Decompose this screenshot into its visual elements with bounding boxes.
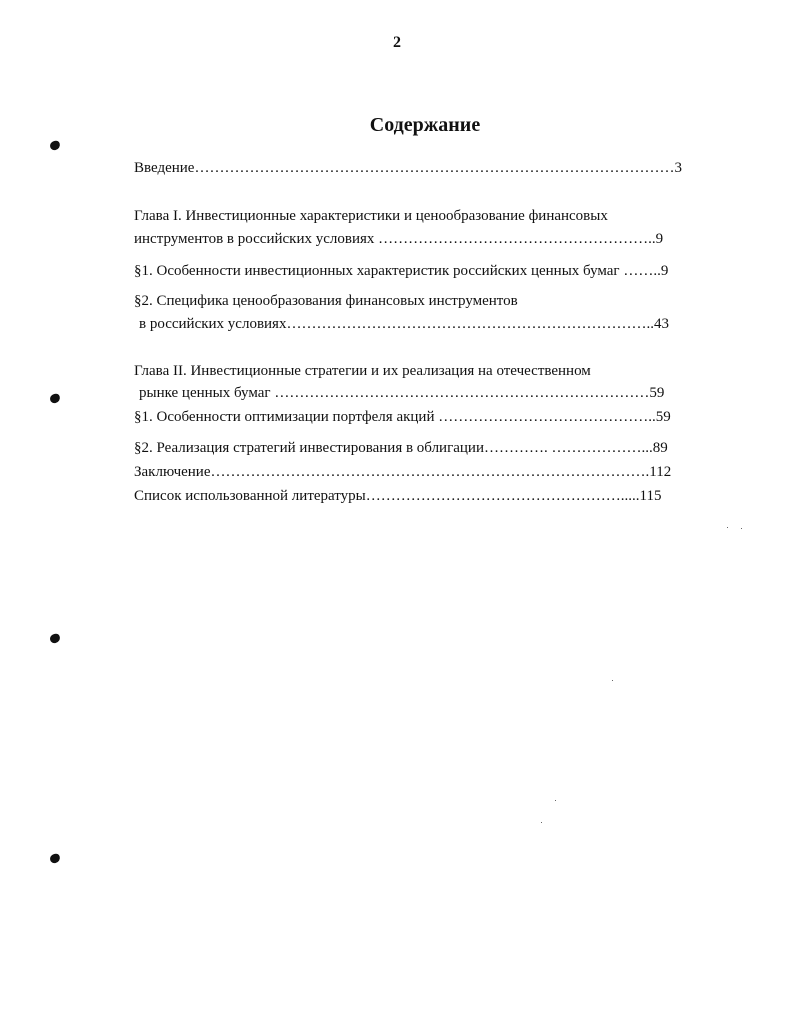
toc-leader-dots: ……..	[623, 263, 661, 279]
toc-page-number: 89	[652, 440, 668, 456]
toc-entry-chapter-1	[134, 230, 714, 248]
toc-chapter-1-section-2-heading: §2. Специфика ценообразования финансовых инструментов	[134, 293, 518, 309]
toc-entry-text: Введение	[134, 160, 195, 176]
toc-leader-dots: ……………………………………………..	[365, 488, 629, 504]
toc-entry-text: Список использованной литературы	[134, 488, 366, 504]
toc-entry-chapter-1-section-2	[134, 315, 719, 333]
toc-leader-dots: ……………………………………..	[438, 409, 656, 425]
page-number: 2	[393, 34, 401, 51]
toc-leader-dots: …………. ………………...	[483, 440, 653, 456]
toc-page-number: 59	[649, 385, 665, 401]
toc-entry-chapter-2-section-1	[134, 408, 714, 426]
punch-hole-mark	[49, 393, 61, 404]
toc-leader-dots: ………………………………………………………………..	[286, 316, 654, 332]
scan-speck	[555, 800, 556, 801]
page-title: Содержание	[369, 114, 481, 136]
scan-speck	[741, 528, 742, 529]
toc-page-number: 43	[653, 316, 669, 332]
scan-speck	[541, 822, 542, 823]
toc-entry-text: в российских условиях	[139, 316, 287, 332]
toc-chapter-1-heading: Глава I. Инвестиционные характеристики и ценообразование финансовых	[134, 208, 608, 224]
toc-entry-chapter-2	[134, 384, 719, 402]
toc-chapter-2-heading: Глава II. Инвестиционные стратегии и их реализация на отечественном	[134, 363, 591, 379]
toc-leader-dots: ………………………………………………..	[378, 231, 656, 247]
toc-entry-text: рынке ценных бумаг	[139, 385, 275, 401]
toc-entry-references	[134, 487, 714, 505]
toc-leader-dots: ……………………………………………………………………………………	[194, 160, 675, 176]
toc-entry-intro	[134, 159, 714, 177]
toc-entry-text: инструментов в российских условиях	[134, 231, 379, 247]
toc-page-number: 112	[649, 464, 672, 480]
scan-speck	[727, 527, 728, 528]
toc-page-number: 3	[674, 160, 682, 176]
toc-entry-chapter-2-section-2	[134, 439, 714, 457]
toc-leader-dots: …………………………………………………………………	[274, 385, 650, 401]
toc-entry-text: §1. Особенности оптимизации портфеля акций	[134, 409, 439, 425]
toc-entry-text: Заключение	[134, 464, 211, 480]
toc-page-number: ...115	[628, 488, 662, 504]
toc-page-number: 9	[655, 231, 664, 247]
toc-page-number: 9	[660, 263, 669, 279]
toc-entry-conclusion	[134, 463, 714, 481]
toc-leader-dots: …………………………………………………………………………….	[210, 464, 650, 480]
punch-hole-mark	[49, 853, 61, 864]
toc-entry-text: §1. Особенности инвестиционных характеристик российских ценных бумаг	[134, 263, 624, 279]
toc-entry-text: §2. Реализация стратегий инвестирования в облигации	[134, 440, 484, 456]
punch-hole-mark	[49, 633, 61, 644]
punch-hole-mark	[49, 140, 61, 151]
toc-entry-chapter-1-section-1	[134, 262, 714, 280]
scan-speck	[612, 680, 613, 681]
toc-page-number: 59	[655, 409, 671, 425]
